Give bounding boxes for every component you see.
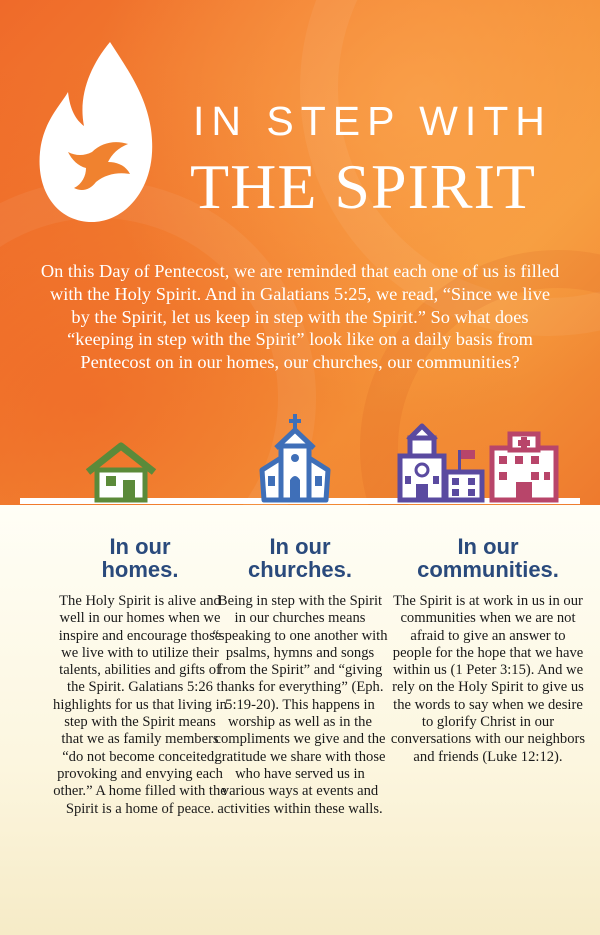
heading-line-1: In our: [269, 534, 331, 559]
section-homes: [52, 535, 228, 818]
section-body: Being in step with the Spirit in our churches means “speaking to one another with psalms, hymns and songs from the Spirit” and “giving thanks for everything” (Eph. 5:19-20). This happens in worship as well as in the compliments we give and the gratitude we share with those who have served us in various ways at events and activities within these walls.: [212, 593, 388, 817]
title-line-1: IN STEP WITH: [193, 98, 552, 144]
heading-line-2: communities.: [417, 557, 559, 582]
section-heading: [390, 535, 586, 581]
school-icon: [400, 426, 482, 500]
content-panel: [0, 505, 600, 935]
heading-line-1: In our: [457, 534, 519, 559]
heading-line-1: In our: [109, 534, 171, 559]
house-icon: [88, 446, 154, 500]
title-line-2: THE SPIRIT: [190, 151, 536, 222]
section-churches: [212, 535, 388, 818]
section-body: The Holy Spirit is alive and well in our homes when we inspire and encourage those we live with to utilize their talents, abilities and gifts of the Spirit. Galatians 5:26 highlights for us that living in step with the Spirit means that we as family members “do not become conceited, provoking and envying each other.” A home filled with the Spirit is a home of peace.: [53, 593, 227, 817]
flame-dove-icon: [32, 40, 162, 225]
skyline-illustration: [0, 410, 600, 505]
intro-paragraph: On this Day of Pentecost, we are reminded that each one of us is filled with the Holy Spirit. And in Galatians 5:25, we read, “Since we live by the Spirit, let us keep in step with the Spirit.” So what does “keeping in step with the Spirit” look like on a daily basis from Pentecost on in our homes, our churches, our communities?: [40, 261, 560, 373]
church-icon: [262, 414, 328, 500]
section-body: The Spirit is at work in us in our communities when we are not afraid to give an answer to people for the hope that we have within us (1 Peter 3:15). And we rely on the Holy Spirit to give us the words to say when we desire to glorify Christ in our conversations with our neighbors and friends (Luke 12:12).: [390, 593, 586, 765]
section-heading: [212, 535, 388, 581]
hospital-icon: [492, 434, 556, 500]
section-communities: [390, 535, 586, 766]
section-heading: [52, 535, 228, 581]
heading-line-2: churches.: [248, 557, 352, 582]
heading-line-2: homes.: [101, 557, 179, 582]
